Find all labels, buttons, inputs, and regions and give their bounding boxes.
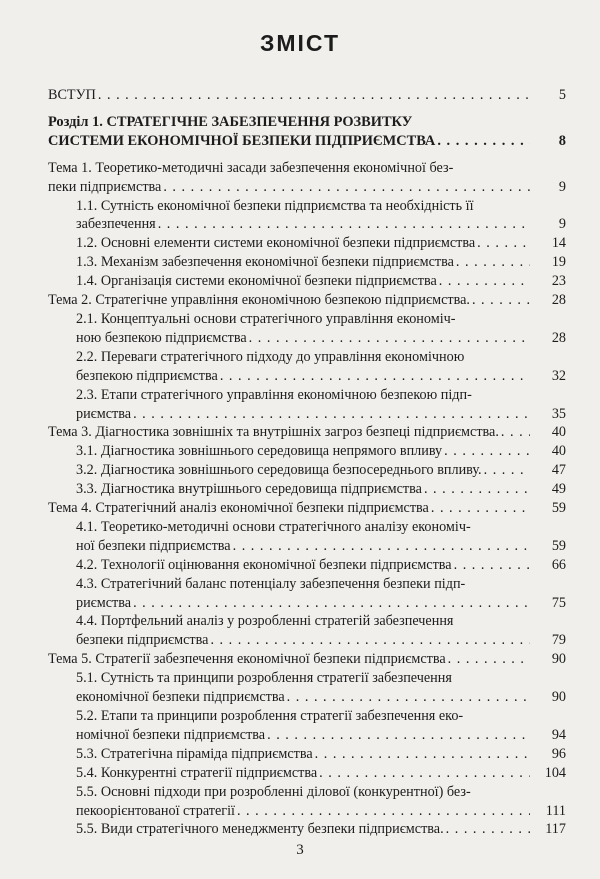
toc-entry[interactable]	[48, 272, 566, 291]
toc-entry-text: Тема 3. Діагностика зовнішніх та внутрішніх загроз безпеці підприємства.	[48, 424, 499, 441]
dot-leader	[472, 291, 530, 310]
toc-entry[interactable]	[48, 159, 566, 197]
toc-entry[interactable]	[48, 499, 566, 518]
toc-entry[interactable]	[48, 113, 566, 151]
dot-leader	[163, 178, 530, 197]
toc-page-number: 40	[551, 424, 566, 441]
toc-entry[interactable]	[48, 310, 566, 348]
toc-entry-text: Тема 4. Стратегічний аналіз економічної безпеки підприємства	[48, 500, 429, 517]
toc-entry[interactable]	[48, 423, 566, 442]
toc-entry-text: номічної безпеки підприємства	[76, 726, 266, 743]
toc-entry-text: забезпечення	[76, 216, 156, 233]
table-of-contents	[48, 86, 566, 839]
toc-page-number: 9	[558, 216, 566, 233]
toc-page-number: 35	[551, 405, 566, 422]
dot-leader	[446, 820, 530, 839]
toc-entry[interactable]	[48, 348, 566, 386]
dot-leader	[133, 405, 530, 424]
toc-entry-text: пекоорієнтованої стратегії	[76, 802, 235, 819]
toc-page-number: 9	[558, 178, 566, 195]
toc-entry-text: 1.2. Основні елементи системи економічної безпеки підприємства	[76, 235, 476, 252]
toc-entry-text: 1.4. Організація системи економічної безпеки підприємства	[76, 273, 437, 290]
toc-entry[interactable]	[48, 783, 566, 821]
toc-entry-text: 1.3. Механізм забезпечення економічної безпеки підприємства	[76, 254, 454, 271]
dot-leader	[477, 234, 530, 253]
toc-entry-text: 4.1. Теоретико-методичні основи стратегічного аналізу економіч-	[76, 518, 471, 535]
toc-entry[interactable]	[48, 234, 566, 253]
toc-entry-text: риємства	[76, 405, 132, 422]
toc-page-number: 40	[551, 443, 566, 460]
dot-leader	[237, 802, 530, 821]
toc-entry-text: 5.4. Конкурентні стратегії підприємства	[76, 764, 318, 781]
toc-entry[interactable]	[48, 669, 566, 707]
toc-entry[interactable]	[48, 461, 566, 480]
toc-page-number: 14	[551, 235, 566, 252]
toc-entry[interactable]	[48, 86, 566, 105]
toc-page-number: 8	[558, 132, 566, 149]
dot-leader	[439, 272, 530, 291]
toc-entry-text: Розділ 1. СТРАТЕГІЧНЕ ЗАБЕЗПЕЧЕННЯ РОЗВИТКУ	[48, 113, 413, 130]
page-title: ЗМІСТ	[259, 30, 341, 56]
dot-leader	[133, 594, 530, 613]
toc-page-number: 66	[551, 556, 566, 573]
toc-entry[interactable]	[48, 575, 566, 613]
toc-entry-text: 5.1. Сутність та принципи розроблення стратегії забезпечення	[76, 670, 452, 687]
toc-entry-text: ВСТУП	[48, 87, 96, 103]
dot-leader	[267, 726, 530, 745]
toc-entry-text: 3.2. Діагностика зовнішнього середовища безпосереднього впливу.	[76, 462, 482, 479]
dot-leader	[210, 631, 530, 650]
toc-entry-text: ної безпеки підприємства	[76, 537, 231, 554]
dot-leader	[424, 480, 530, 499]
dot-leader	[158, 215, 530, 234]
dot-leader	[233, 537, 530, 556]
toc-entry-text: Тема 2. Стратегічне управління економічною безпекою підприємства.	[48, 292, 470, 309]
toc-entry-text: економічної безпеки підприємства	[76, 689, 285, 706]
toc-entry[interactable]	[48, 612, 566, 650]
toc-entry-text: 3.1. Діагностика зовнішнього середовища непрямого впливу	[76, 443, 443, 460]
toc-page-number: 19	[551, 254, 566, 271]
toc-entry-text: 2.1. Концептуальні основи стратегічного управління економіч-	[76, 310, 456, 327]
toc-page-number: 5	[558, 87, 566, 103]
toc-entry-text: пеки підприємства	[48, 178, 162, 195]
toc-entry[interactable]	[48, 764, 566, 783]
toc-entry-text: 1.1. Сутність економічної безпеки підприємства та необхідність її	[76, 197, 474, 214]
toc-entry-text: 5.3. Стратегічна піраміда підприємства	[76, 745, 313, 762]
dot-leader	[249, 329, 530, 348]
toc-page-number: 96	[551, 745, 566, 762]
toc-page-number: 47	[551, 462, 566, 479]
dot-leader	[315, 745, 530, 764]
dot-leader	[319, 764, 530, 783]
toc-entry[interactable]	[48, 253, 566, 272]
dot-leader	[437, 132, 530, 151]
toc-page-number: 111	[545, 802, 566, 819]
toc-entry-text: безпеки підприємства	[76, 632, 209, 649]
toc-page-number: 23	[551, 273, 566, 290]
toc-page-number: 75	[551, 594, 566, 611]
toc-page-number: 28	[551, 329, 566, 346]
toc-page-number: 104	[544, 764, 566, 781]
toc-entry[interactable]	[48, 386, 566, 424]
toc-page-number: 117	[545, 821, 566, 838]
toc-entry[interactable]	[48, 650, 566, 669]
page-number: 3	[296, 842, 304, 858]
dot-leader	[287, 688, 530, 707]
toc-page-number: 59	[551, 537, 566, 554]
toc-entry-text: ною безпекою підприємства	[76, 329, 247, 346]
toc-entry-text: 3.3. Діагностика внутрішнього середовища підприємства	[76, 481, 422, 498]
toc-entry-text: 4.3. Стратегічний баланс потенціалу забезпечення безпеки підп-	[76, 575, 466, 592]
dot-leader	[98, 86, 530, 105]
toc-entry-text: СИСТЕМИ ЕКОНОМІЧНОЇ БЕЗПЕКИ ПІДПРИЄМСТВА	[48, 132, 436, 149]
toc-page-number: 49	[551, 481, 566, 498]
toc-entry[interactable]	[48, 442, 566, 461]
toc-entry-text: 4.4. Портфельний аналіз у розробленні стратегій забезпечення	[76, 613, 454, 630]
toc-entry[interactable]	[48, 197, 566, 235]
toc-page-number: 90	[551, 689, 566, 706]
toc-entry-text: 5.5. Основні підходи при розробленні ділової (конкурентної) без-	[76, 783, 471, 800]
toc-entry-text: риємства	[76, 594, 132, 611]
toc-page-number: 90	[551, 651, 566, 668]
toc-entry[interactable]	[48, 518, 566, 556]
dot-leader	[501, 423, 530, 442]
toc-entry-text: безпекою підприємства	[76, 367, 218, 384]
toc-entry-text: Тема 5. Стратегії забезпечення економічної безпеки підприємства	[48, 651, 446, 668]
toc-page-number: 32	[551, 367, 566, 384]
toc-entry[interactable]	[48, 820, 566, 839]
dot-leader	[484, 461, 530, 480]
toc-entry-text: 5.5. Види стратегічного менеджменту безпеки підприємства.	[76, 821, 444, 838]
dot-leader	[220, 367, 530, 386]
dot-leader	[444, 442, 530, 461]
toc-entry[interactable]	[48, 291, 566, 310]
toc-entry-text: 2.2. Переваги стратегічного підходу до управління економічною	[76, 348, 465, 365]
dot-leader	[431, 499, 530, 518]
toc-entry-text: Тема 1. Теоретико-методичні засади забезпечення економічної без-	[48, 159, 454, 176]
dot-leader	[448, 650, 530, 669]
toc-entry-text: 4.2. Технології оцінювання економічної безпеки підприємства	[76, 556, 452, 573]
toc-entry-text: 5.2. Етапи та принципи розроблення стратегії забезпечення еко-	[76, 708, 464, 724]
toc-entry-text: 2.3. Етапи стратегічного управління економічною безпекою підп-	[76, 386, 472, 403]
dot-leader	[454, 556, 530, 575]
toc-entry[interactable]	[48, 707, 566, 745]
toc-page-number: 28	[551, 292, 566, 309]
toc-entry[interactable]	[48, 480, 566, 499]
toc-entry[interactable]	[48, 745, 566, 764]
toc-page-number: 94	[551, 726, 566, 743]
toc-entry[interactable]	[48, 556, 566, 575]
toc-page-number: 79	[551, 632, 566, 649]
toc-page-number: 59	[551, 500, 566, 517]
dot-leader	[456, 253, 530, 272]
